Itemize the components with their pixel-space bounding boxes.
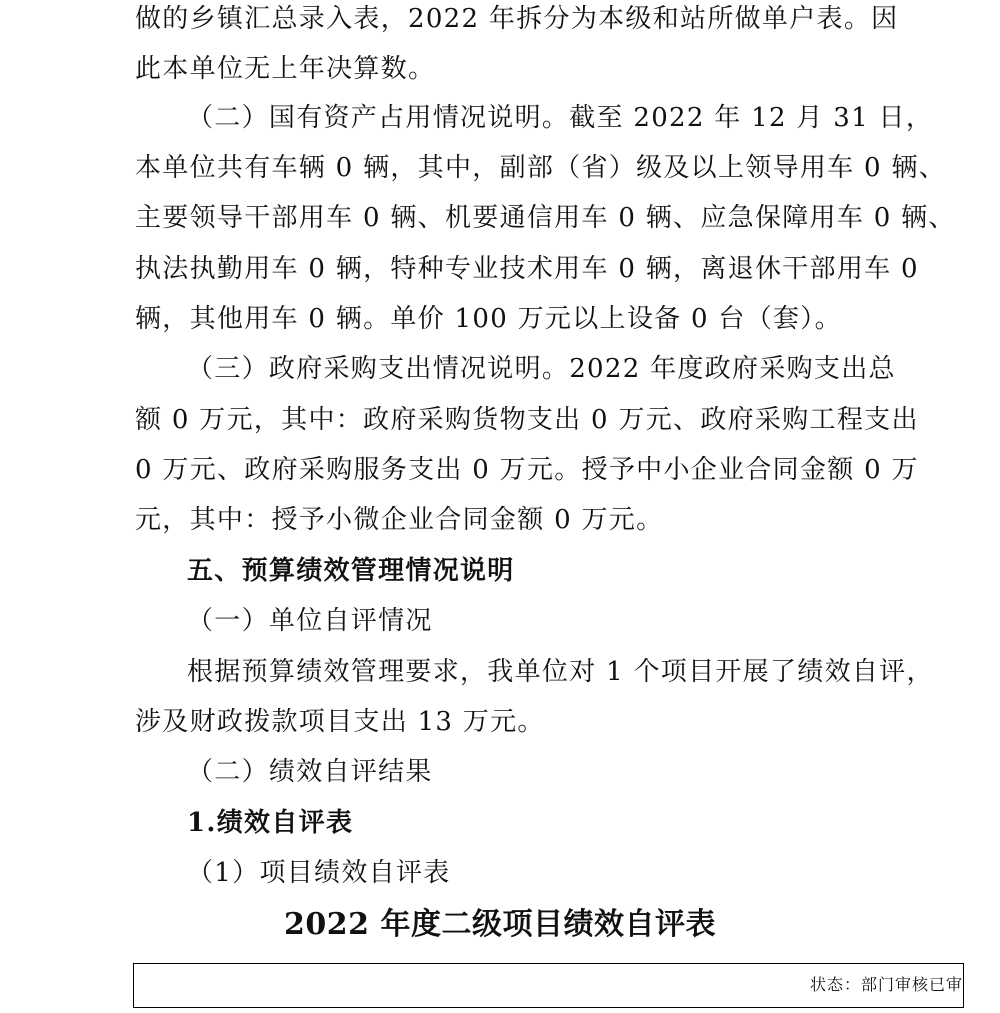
procurement-section-line: （三）政府采购支出情况说明。2022 年度政府采购支出总	[187, 354, 896, 384]
paragraph-line: 额 0 万元，其中：政府采购货物支出 0 万元、政府采购工程支出	[135, 405, 919, 435]
asset-section-line: （二）国有资产占用情况说明。截至 2022 年 12 月 31 日，	[187, 103, 934, 133]
status-bar	[133, 963, 964, 1008]
paragraph-line: 主要领导干部用车 0 辆、机要通信用车 0 辆、应急保障用车 0 辆、	[135, 203, 956, 233]
paragraph-line: 此本单位无上年决算数。	[135, 54, 436, 84]
paragraph-line: 本单位共有车辆 0 辆，其中，副部（省）级及以上领导用车 0 辆、	[135, 153, 947, 183]
paragraph-line: 辆，其他用车 0 辆。单价 100 万元以上设备 0 台（套）。	[135, 304, 842, 334]
status-label: 状态：部门审核已审	[809, 975, 963, 994]
subsection-heading: （二）绩效自评结果	[187, 757, 433, 787]
paragraph-line: 涉及财政拨款项目支出 13 万元。	[135, 707, 545, 737]
paragraph-line: 执法执勤用车 0 辆，特种专业技术用车 0 辆，离退休干部用车 0	[135, 254, 919, 284]
subsection-heading: （一）单位自评情况	[187, 606, 433, 636]
section-heading: 五、预算绩效管理情况说明	[187, 556, 515, 586]
paragraph-line: 做的乡镇汇总录入表，2022 年拆分为本级和站所做单户表。因	[135, 4, 899, 34]
table-title: 2022 年度二级项目绩效自评表	[284, 907, 716, 942]
sub-item-heading: （1）项目绩效自评表	[187, 858, 451, 888]
paragraph-line: 根据预算绩效管理要求，我单位对 1 个项目开展了绩效自评，	[187, 657, 934, 687]
paragraph-line: 元，其中：授予小微企业合同金额 0 万元。	[135, 505, 664, 535]
paragraph-line: 0 万元、政府采购服务支出 0 万元。授予中小企业合同金额 0 万	[135, 455, 919, 485]
item-heading: 1.绩效自评表	[187, 808, 354, 838]
